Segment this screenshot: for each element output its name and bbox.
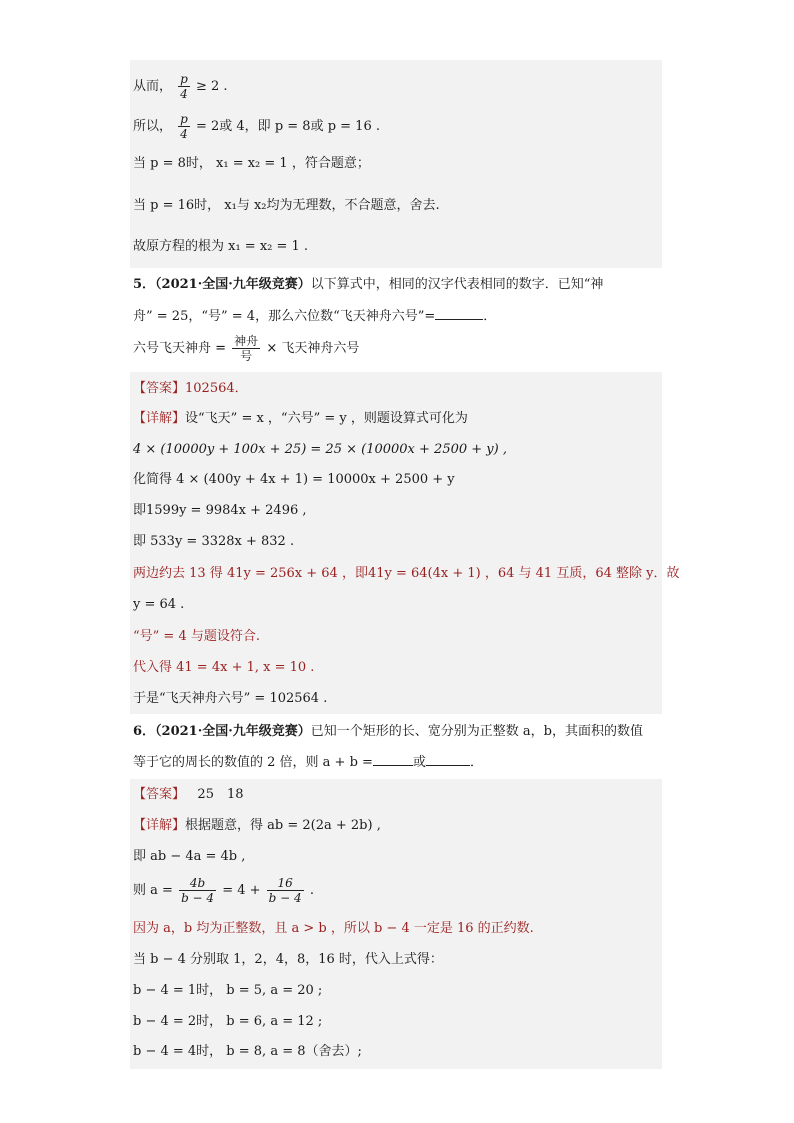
text: 则 a =	[133, 883, 173, 898]
answer-blank-2[interactable]	[426, 753, 470, 766]
fraction	[178, 112, 190, 141]
text: 所以，	[133, 119, 173, 134]
ans6-detail-6: b − 4 = 1时， b = 5, a = 20 ;	[133, 983, 323, 998]
ans6-detail-5: 当 b − 4 分别取 1，2，4，8，16 时，代入上式得：	[133, 952, 443, 967]
sol4-line-5: 故原方程的根为 x₁ = x₂ = 1 .	[133, 239, 309, 254]
ans6-detail-8: b − 4 = 4时， b = 8, a = 8（舍去）;	[133, 1044, 362, 1059]
fraction	[232, 334, 260, 363]
detail-text: 设“飞天” = x ，“六号” = y ，则题设算式可化为	[185, 411, 468, 426]
ans5-detail-3: 化简得 4 × (400y + 4x + 1) = 10000x + 2500 + y	[133, 472, 455, 487]
ans6-detail-3	[133, 876, 314, 905]
numerator: p	[180, 112, 188, 126]
ans5-detail-8: “号” = 4 与题设符合.	[133, 629, 260, 644]
text: .	[309, 883, 314, 898]
equation-right: × 飞天神舟六号	[266, 341, 360, 356]
ans5-detail-9: 代入得 41 = 4x + 1, x = 10 .	[133, 660, 315, 675]
ans5-detail-6: 两边约去 13 得 41y = 256x + 64 ，即41y = 64(4x + 1) ，64 与 41 互质，64 整除 y．故	[133, 566, 680, 581]
denominator: b − 4	[181, 891, 215, 905]
question-text: 以下算式中，相同的汉字代表相同的数字．已知“神	[310, 277, 604, 292]
text: = 4 +	[222, 883, 261, 898]
answer-blank[interactable]	[435, 307, 483, 320]
numerator: 4b	[189, 876, 206, 890]
denominator: b − 4	[268, 891, 302, 905]
ans5-detail-2: 4 × (10000y + 100x + 25) = 25 × (10000x + 2500 + y) ,	[133, 442, 507, 457]
q6-line-2	[133, 753, 483, 772]
ans5-detail-1	[133, 410, 468, 428]
answer-tag: 【答案】	[133, 787, 186, 802]
fraction	[267, 876, 304, 905]
q5-line-1	[133, 276, 603, 294]
text: ≥ 2 .	[195, 79, 228, 94]
question-text: ．	[469, 755, 483, 770]
ans6-answer	[133, 786, 244, 804]
fraction	[179, 876, 216, 905]
question-text: 舟” = 25，“号” = 4，那么六位数“飞天神舟六号”=	[133, 309, 436, 324]
ans6-detail-1	[133, 817, 381, 835]
ans5-answer	[133, 380, 248, 398]
question-text: 已知一个矩形的长、宽分别为正整数 a，b，其面积的数值	[310, 724, 643, 739]
numerator: 神舟	[234, 334, 259, 348]
detail-tag: 【详解】	[133, 411, 186, 426]
ans6-detail-7: b − 4 = 2时， b = 6, a = 12 ;	[133, 1014, 323, 1029]
ans6-detail-2: 即 ab − 4a = 4b ,	[133, 849, 246, 864]
numerator: p	[180, 72, 188, 86]
denominator: 4	[178, 86, 190, 101]
ans5-detail-5: 即 533y = 3328x + 832 .	[133, 534, 295, 549]
text: 从而，	[133, 79, 173, 94]
ans5-detail-4: 即1599y = 9984x + 2496 ,	[133, 503, 307, 518]
fraction	[178, 72, 190, 101]
q6-line-1	[133, 723, 643, 741]
answer-blank-1[interactable]	[373, 753, 413, 766]
ans5-detail-10: 于是“飞天神舟六号” = 102564 .	[133, 691, 328, 706]
q5-line-2	[133, 307, 496, 326]
numerator: 16	[277, 876, 293, 890]
q5-equation	[133, 334, 359, 363]
text: = 2或 4，即 p = 8或 p = 16 .	[195, 119, 380, 134]
answer-value: 25 18	[197, 787, 244, 802]
equation-left: 六号飞天神舟 =	[133, 341, 227, 356]
question-text: 等于它的周长的数值的 2 倍，则 a + b =	[133, 755, 373, 770]
detail-tag: 【详解】	[133, 818, 186, 833]
question-number: 5．	[133, 277, 156, 292]
denominator: 4	[178, 126, 190, 141]
sol4-line-3: 当 p = 8时， x₁ = x₂ = 1 ，符合题意；	[133, 156, 370, 171]
question-text: 或	[412, 755, 426, 770]
sol4-line-4: 当 p = 16时， x₁与 x₂均为无理数，不合题意，舍去.	[133, 198, 440, 213]
detail-text: 根据题意，得 ab = 2(2a + 2b) ,	[185, 818, 381, 833]
answer-tag: 【答案】	[133, 381, 186, 396]
ans5-detail-7: y = 64 .	[133, 597, 185, 612]
sol4-line-1	[133, 72, 228, 101]
question-text: ．	[483, 309, 497, 324]
question-source: （2021·全国·九年级竞赛）	[155, 724, 311, 739]
denominator: 号	[232, 348, 260, 363]
sol4-line-2	[133, 112, 380, 141]
question-number: 6．	[133, 724, 156, 739]
ans6-detail-4: 因为 a，b 均为正整数，且 a > b ，所以 b − 4 一定是 16 的正约数.	[133, 921, 534, 936]
question-source: （2021·全国·九年级竞赛）	[155, 277, 311, 292]
answer-value: 102564．	[185, 381, 248, 396]
